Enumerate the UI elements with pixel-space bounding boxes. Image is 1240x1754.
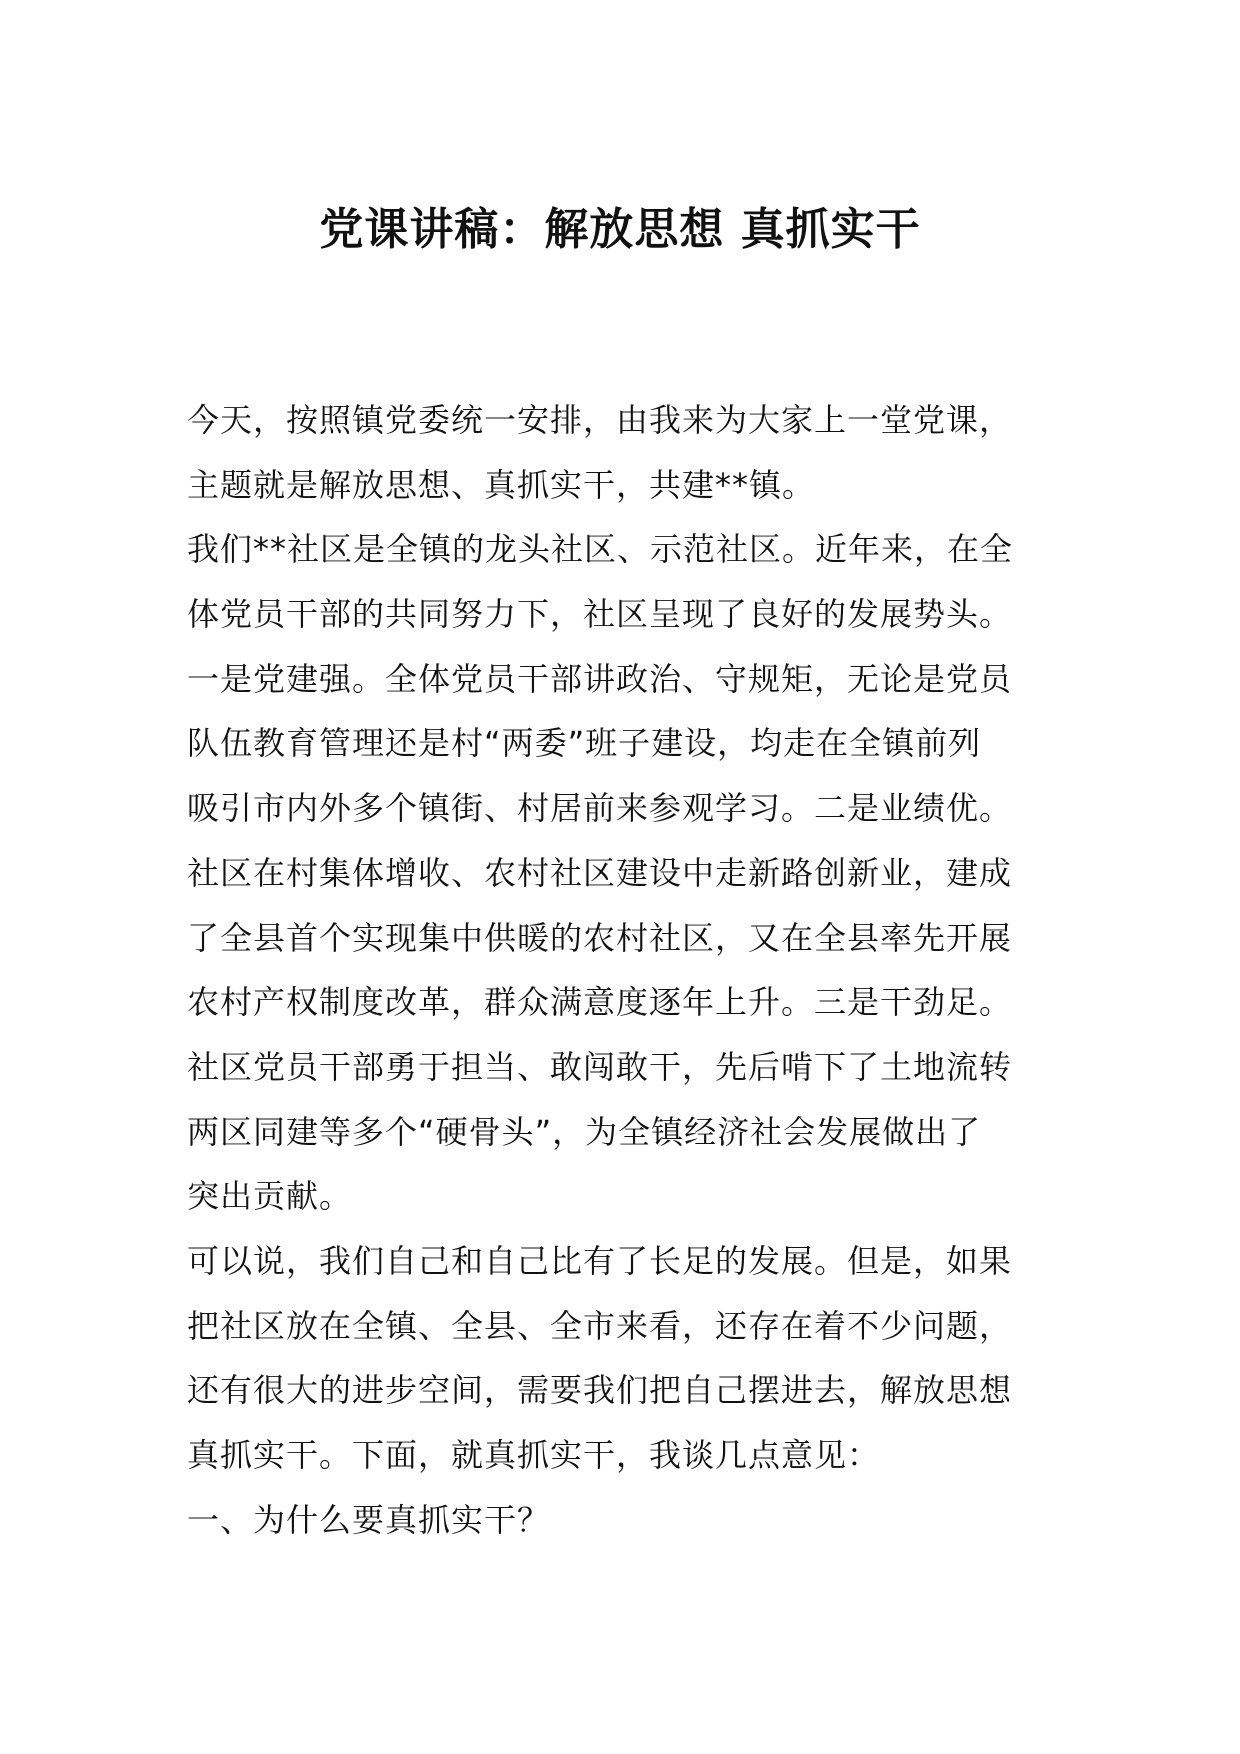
document-body [187, 388, 1067, 1552]
document-title: 党课讲稿：解放思想 真抓实干 [319, 204, 921, 255]
body-line: 我们**社区是全镇的龙头社区、示范社区。近年来，在全 [187, 530, 1014, 569]
body-line: 一是党建强。全体党员干部讲政治、守规矩，无论是党员 [187, 659, 1013, 698]
section-heading: 一、为什么要真抓实干？ [187, 1500, 551, 1539]
body-line: 真抓实干。下面，就真抓实干，我谈几点意见： [187, 1436, 881, 1474]
body-line: 农村产权制度改革，群众满意度逐年上升。三是干劲足。 [187, 983, 1013, 1022]
body-line: 了全县首个实现集中供暖的农村社区，又在全县率先开展 [187, 918, 1013, 957]
body-line: 突出贡献。 [187, 1177, 353, 1216]
body-line: 体党员干部的共同努力下，社区呈现了良好的发展势头。 [187, 595, 1013, 634]
body-line: 还有很大的进步空间，需要我们把自己摆进去，解放思想 [187, 1371, 1013, 1410]
body-line: 今天，按照镇党委统一安排，由我来为大家上一堂党课， [187, 401, 1013, 439]
body-line: 队伍教育管理还是村“两委”班子建设，均走在全镇前列 [187, 724, 982, 763]
body-line: 两区同建等多个“硬骨头”，为全镇经济社会发展做出了 [187, 1112, 982, 1151]
body-line: 社区党员干部勇于担当、敢闯敢干，先后啃下了土地流转 [187, 1047, 1013, 1086]
body-line: 吸引市内外多个镇街、村居前来参观学习。二是业绩优。 [187, 789, 1013, 828]
body-line: 可以说，我们自己和自己比有了长足的发展。但是，如果 [187, 1241, 1013, 1280]
body-line: 主题就是解放思想、真抓实干，共建**镇。 [187, 465, 816, 504]
body-line: 把社区放在全镇、全县、全市来看，还存在着不少问题， [187, 1306, 1013, 1345]
body-line: 社区在村集体增收、农村社区建设中走新路创新业，建成 [187, 853, 1013, 892]
